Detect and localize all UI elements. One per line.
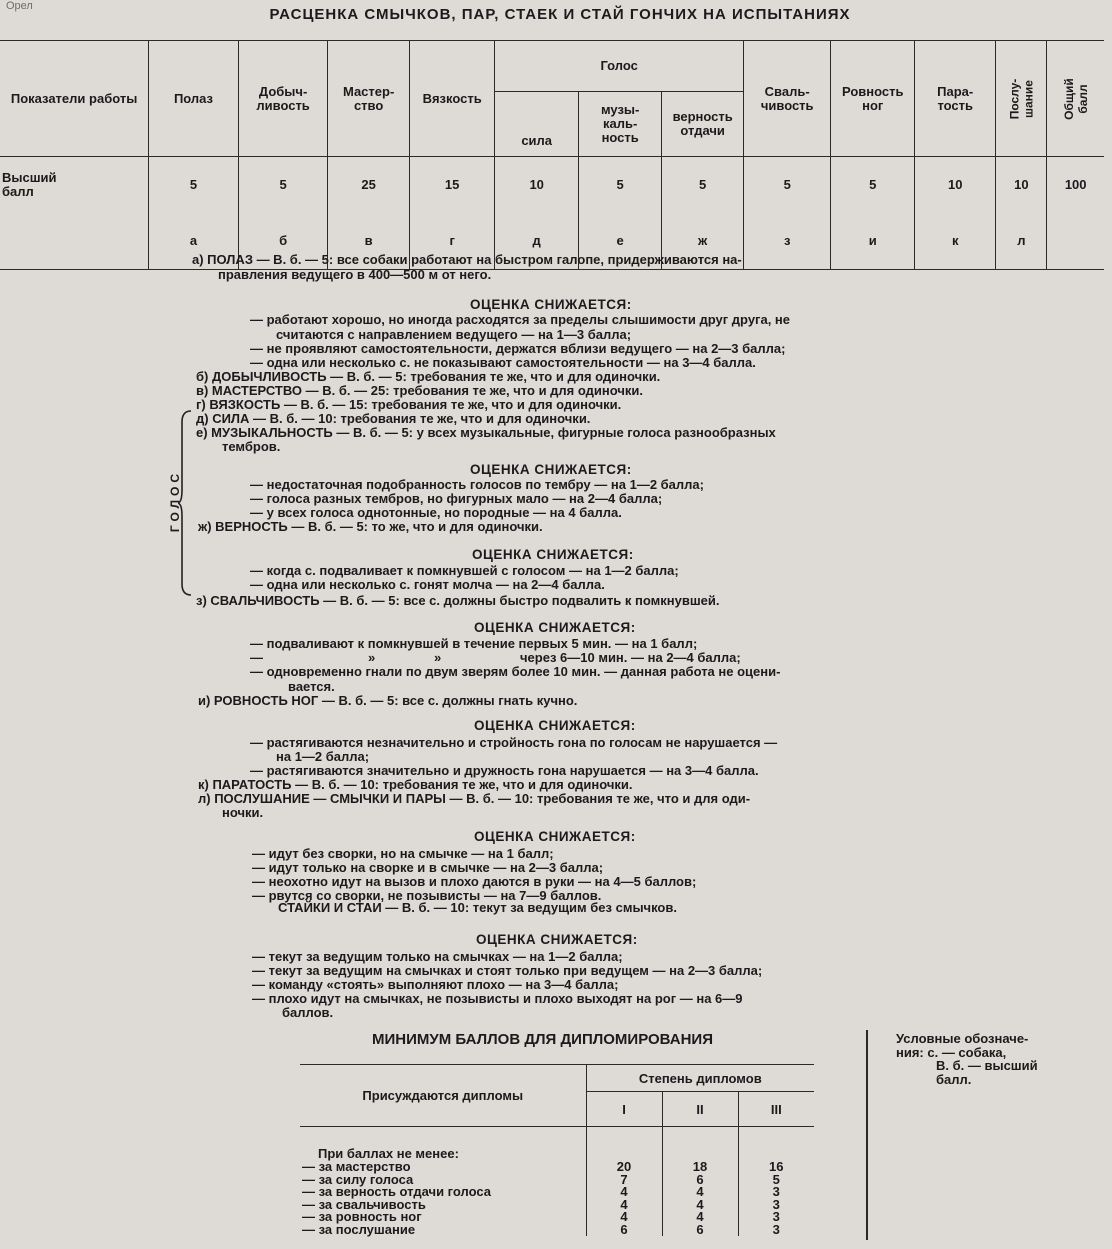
text-line: — идут только на сворке и в смычке — на 2—3 балла; (252, 860, 604, 875)
section-heading: ОЦЕНКА СНИЖАЕТСЯ: (474, 829, 636, 844)
text-line: ночки. (222, 805, 264, 820)
max-score-label: Высший балл (0, 157, 149, 214)
column-header: Полаз (149, 41, 239, 157)
minimum-value: 4 (586, 1211, 662, 1224)
text-line: — неохотно идут на вызов и плохо даются в руки — на 4—5 баллов; (252, 874, 697, 889)
column-header: Добыч- ливость (238, 41, 328, 157)
max-score-cell: 10 (996, 157, 1047, 214)
column-header: Ровность ног (831, 41, 915, 157)
legend-line: В. б. — высший (936, 1058, 1038, 1073)
minimum-value: 4 (586, 1199, 662, 1212)
minimum-value: 4 (662, 1186, 738, 1199)
max-score-cell: 5 (831, 157, 915, 214)
text-line: е) МУЗЫКАЛЬНОСТЬ — В. б. — 5: у всех музыкальные, фигурные голоса разнообразных (196, 425, 776, 440)
letter-cell: и (831, 213, 915, 270)
text-line: — подваливают к помкнувшей в течение первых 5 мин. — на 1 балл; (250, 636, 698, 651)
empty-cell (0, 213, 149, 270)
column-header: Вязкость (409, 41, 495, 157)
text-line: з) СВАЛЬЧИВОСТЬ — В. б. — 5: все с. должны быстро подвалить к помкнувшей. (196, 593, 720, 608)
text-line: г) ВЯЗКОСТЬ — В. б. — 15: требования те же, что и для одиночки. (196, 397, 622, 412)
minimum-row-label: — за верность отдачи голоса (302, 1184, 492, 1199)
degree-header: Степень дипломов (586, 1065, 814, 1092)
text-line: — текут за ведущим только на смычках — на 1—2 балла; (252, 949, 623, 964)
max-score-cell: 5 (238, 157, 328, 214)
minimum-value: 3 (738, 1199, 814, 1212)
max-score-cell: 5 (149, 157, 239, 214)
voice-side-label: ГОЛОС (168, 470, 182, 533)
column-header: сила (495, 92, 579, 157)
text-line: баллов. (282, 1005, 334, 1020)
column-header-vertical: Общий балл (1047, 41, 1104, 157)
text-line: — одновременно гнали по двум зверям более 10 мин. — данная работа не оцени- (250, 664, 781, 679)
minimum-row-label: — за силу голоса (302, 1171, 414, 1187)
page-title: РАСЦЕНКА СМЫЧКОВ, ПАР, СТАЕК И СТАЙ ГОНЧИХ НА ИСПЫТАНИЯХ (269, 6, 851, 23)
max-score-cell: 5 (662, 157, 743, 214)
minimum-value: 3 (738, 1186, 814, 1199)
ditto-mark: » (368, 650, 376, 665)
minimum-row-label: — за ровность ног (302, 1209, 422, 1224)
section-heading: ОЦЕНКА СНИЖАЕТСЯ: (476, 932, 638, 947)
max-score-cell: 25 (328, 157, 409, 214)
letter-cell: л (996, 213, 1047, 270)
text-line: — одна или несколько с. не показывают самостоятельности — на 3—4 балла. (250, 355, 756, 370)
legend-line: Условные обозначе- (896, 1031, 1029, 1046)
max-score-cell: 10 (914, 157, 995, 214)
minimum-value: 5 (738, 1174, 814, 1187)
minimum-value: 4 (662, 1199, 738, 1212)
degree-label: II (662, 1092, 738, 1127)
text-line: — команду «стоять» выполняют плохо — на 3—4 балла; (252, 977, 619, 992)
text-line: — рвутся со сворки, не позывисты — на 7—9 баллов. (252, 888, 602, 903)
letter-cell: ж (662, 213, 743, 270)
text-line: — недостаточная подобранность голосов по тембру — на 1—2 балла; (250, 477, 704, 492)
text-line: — растягиваются значительно и дружность гона нарушается — на 3—4 балла. (250, 763, 759, 778)
legend-block (896, 1032, 1038, 1086)
minimum-value: 4 (662, 1211, 738, 1224)
text-line: — одна или несколько с. гонят молча — на 2—4 балла. (250, 577, 605, 592)
text-line: СТАЙКИ И СТАИ — В. б. — 10: текут за ведущим без смычков. (278, 900, 677, 915)
minimum-value: 20 (586, 1161, 662, 1174)
text-line: правления ведущего в 400—500 м от него. (218, 267, 492, 282)
voice-group-header: Голос (495, 41, 743, 92)
text-line: д) СИЛА — В. б. — 10: требования те же, что и для одиночки. (196, 411, 591, 426)
section-heading: ОЦЕНКА СНИЖАЕТСЯ: (474, 620, 636, 635)
section-heading: ОЦЕНКА СНИЖАЕТСЯ: (470, 297, 632, 312)
text-line: — голоса разных тембров, но фигурных мало — на 2—4 балла; (250, 491, 663, 506)
text-line: — идут без сворки, но на смычке — на 1 балл; (252, 846, 554, 861)
max-score-cell: 100 (1047, 157, 1104, 214)
awarded-header: Присуждаются дипломы (300, 1065, 586, 1127)
letter-cell: г (409, 213, 495, 270)
column-header-vertical: Послу- шание (996, 41, 1047, 157)
column-header: Пара- тость (914, 41, 995, 157)
text-line: через 6—10 мин. — на 2—4 балла; (520, 650, 741, 665)
empty-cell (1047, 213, 1104, 270)
degree-label: III (738, 1092, 814, 1127)
legend-line: ния: с. — собака, (896, 1044, 1007, 1060)
text-line: а) ПОЛАЗ — В. б. — 5: все собаки работают на быстром галопе, придерживаются на- (192, 252, 742, 267)
empty-cell (662, 1127, 738, 1162)
minimum-value: 7 (586, 1174, 662, 1187)
minimum-row-label: — за послушание (302, 1221, 416, 1237)
column-header: Сваль- чивость (743, 41, 831, 157)
text-line: — работают хорошо, но иногда расходятся за пределы слышимости друг друга, не (250, 312, 791, 327)
text-line: и) РОВНОСТЬ НОГ — В. б. — 5: все с. должны гнать кучно. (198, 693, 578, 708)
text-line: — у всех голоса однотонные, но породные — на 4 балла. (250, 505, 622, 520)
empty-cell (586, 1127, 662, 1162)
empty-cell (738, 1127, 814, 1162)
minimum-value: 3 (738, 1224, 814, 1237)
text-line: л) ПОСЛУШАНИЕ — СМЫЧКИ И ПАРЫ — В. б. — 10: требования те же, что и для оди- (198, 791, 751, 806)
text-line: вается. (288, 679, 335, 694)
minimum-value: 18 (662, 1161, 738, 1174)
max-score-cell: 15 (409, 157, 495, 214)
section-heading: ОЦЕНКА СНИЖАЕТСЯ: (474, 718, 636, 733)
minimum-title: МИНИМУМ БАЛЛОВ ДЛЯ ДИПЛОМИРОВАНИЯ (372, 1031, 713, 1048)
minimum-table (300, 1064, 814, 1236)
minimum-value: 6 (586, 1224, 662, 1237)
letter-cell: е (578, 213, 662, 270)
text-line: тембров. (222, 439, 281, 454)
section-heading: ОЦЕНКА СНИЖАЕТСЯ: (470, 462, 632, 477)
minimum-value: 3 (738, 1211, 814, 1224)
minimum-value: 6 (662, 1174, 738, 1187)
max-score-cell: 5 (578, 157, 662, 214)
corner-label: Орел (6, 0, 33, 12)
text-line: — когда с. подваливает к помкнувшей с голосом — на 1—2 балла; (250, 563, 679, 578)
column-header: музы- каль- ность (578, 92, 662, 157)
max-score-cell: 5 (743, 157, 831, 214)
text-line: считаются с направлением ведущего — на 1—3 балла; (276, 327, 632, 342)
degree-label: I (586, 1092, 662, 1127)
text-line: к) ПАРАТОСТЬ — В. б. — 10: требования те же, что и для одиночки. (198, 777, 633, 792)
max-score-cell: 10 (495, 157, 579, 214)
text-line: — растягиваются незначительно и стройность гона по голосам не нарушается — (250, 735, 778, 750)
letter-cell: б (238, 213, 328, 270)
section-heading: ОЦЕНКА СНИЖАЕТСЯ: (472, 547, 634, 562)
letter-cell: а (149, 213, 239, 270)
text-line: — (250, 650, 263, 665)
legend-line: балл. (936, 1071, 972, 1087)
letter-cell: з (743, 213, 831, 270)
ditto-mark: » (434, 650, 442, 665)
rating-table (0, 40, 1104, 270)
divider-line (866, 1030, 868, 1240)
text-line: на 1—2 балла; (276, 749, 370, 764)
text-line: б) ДОБЫЧЛИВОСТЬ — В. б. — 5: требования те же, что и для одиночки. (196, 369, 661, 384)
minimum-row-label: — за свальчивость (302, 1196, 426, 1212)
column-header: верность отдачи (662, 92, 743, 157)
minimum-value: 6 (662, 1224, 738, 1237)
text-line: в) МАСТЕРСТВО — В. б. — 25: требования те же, что и для одиночки. (196, 383, 644, 398)
letter-cell: д (495, 213, 579, 270)
minimum-row-label: — за мастерство (302, 1159, 411, 1174)
minimum-value: 16 (738, 1161, 814, 1174)
minimum-value: 4 (586, 1186, 662, 1199)
text-line: — не проявляют самостоятельности, держатся вблизи ведущего — на 2—3 балла; (250, 341, 786, 356)
column-header: Мастер- ство (328, 41, 409, 157)
minimum-intro: При баллах не менее: (300, 1127, 586, 1162)
letter-cell: к (914, 213, 995, 270)
letter-cell: в (328, 213, 409, 270)
text-line: — плохо идут на смычках, не позывисты и плохо выходят на рог — на 6—9 (252, 991, 743, 1006)
text-line: ж) ВЕРНОСТЬ — В. б. — 5: то же, что и для одиночки. (198, 519, 543, 534)
row-label-header: Показатели работы (0, 41, 149, 157)
text-line: — текут за ведущим на смычках и стоят только при ведущем — на 2—3 балла; (252, 963, 763, 978)
